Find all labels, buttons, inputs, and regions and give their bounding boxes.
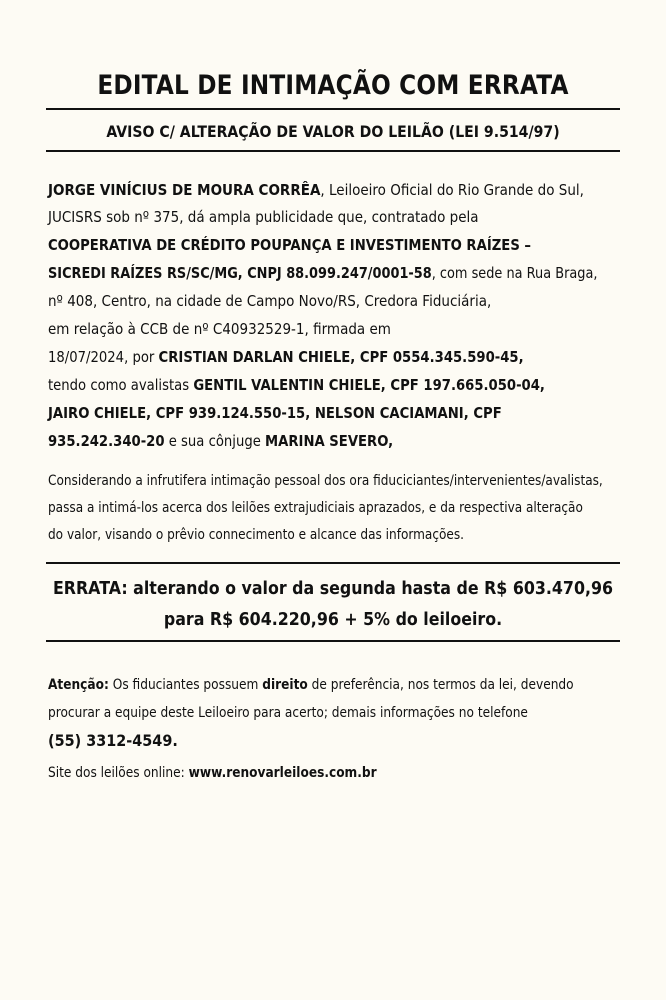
atencao-label: Atenção:: [48, 677, 109, 693]
body-line-3: [48, 235, 531, 255]
spouse-name: MARINA SEVERO,: [265, 432, 394, 450]
body-line-9: [48, 403, 502, 423]
considerando-line-1: Considerando a infrutifera intimação pessoal dos ora fiduciciantes/intervenientes/avalistas,: [48, 473, 603, 489]
site-link[interactable]: www.renovarleiloes.com.br: [188, 765, 377, 781]
body-text: , Leiloeiro Oficial do Rio Grande do Sul,: [320, 181, 584, 199]
guarantor-cpf: 935.242.340-20: [48, 432, 165, 450]
page-subtitle: AVISO C/ ALTERAÇÃO DE VALOR DO LEILÃO (LEI 9.514/97): [106, 122, 560, 141]
creditor-name: COOPERATIVA DE CRÉDITO POUPANÇA E INVESTIMENTO RAÍZES –: [48, 236, 532, 254]
body-text: Os fiduciantes possuem: [108, 677, 263, 693]
phone-number: (55) 3312-4549.: [48, 731, 178, 750]
page-title: EDITAL DE INTIMAÇÃO COM ERRATA: [97, 70, 569, 101]
creditor-cnpj: SICREDI RAÍZES RS/SC/MG, CNPJ 88.099.247/0001-58: [48, 264, 432, 282]
atencao-line-1: [48, 675, 574, 695]
errata-line-2: para R$ 604.220,96 + 5% do leiloeiro.: [163, 609, 503, 630]
debtor-name: CRISTIAN DARLAN CHIELE, CPF 0554.345.590-45,: [158, 348, 524, 366]
errata-text: alterando o valor da segunda hasta de R$ 603.470,96: [127, 578, 614, 599]
body-line-4: [48, 263, 597, 283]
atencao-line-2: procurar a equipe deste Leiloeiro para acerto; demais informações no telefone: [48, 705, 528, 721]
body-text: de preferência, nos termos da lei, devendo: [307, 677, 574, 693]
body-line-6: em relação à CCB de nº C40932529-1, firmada em: [48, 320, 391, 338]
body-line-1: [48, 180, 584, 200]
guarantors: JAIRO CHIELE, CPF 939.124.550-15, NELSON CACIAMANI, CPF: [48, 404, 502, 422]
body-line-8: [48, 375, 545, 395]
body-line-7: [48, 347, 524, 367]
body-line-2: JUCISRS sob nº 375, dá ampla publicidade que, contratado pela: [48, 208, 479, 226]
considerando-line-3: do valor, visando o prêvio connecimento e alcance das informações.: [48, 527, 465, 543]
guarantor-name: GENTIL VALENTIN CHIELE, CPF 197.665.050-04,: [193, 376, 545, 394]
divider: [46, 150, 620, 152]
body-text: 18/07/2024, por: [48, 348, 159, 366]
body-line-5: nº 408, Centro, na cidade de Campo Novo/RS, Credora Fiduciária,: [48, 292, 492, 310]
body-text: e sua cônjuge: [164, 432, 266, 450]
auctioneer-name: JORGE VINÍCIUS DE MOURA CORRÊA: [48, 181, 321, 199]
errata-label: ERRATA:: [52, 578, 128, 599]
considerando-line-2: passa a intimá-los acerca dos leilões extrajudiciais aprazados, e da respectiva alteração: [48, 500, 583, 516]
divider: [46, 108, 620, 110]
site-line: [48, 763, 377, 783]
errata-line-1: [40, 578, 626, 599]
body-text: tendo como avalistas: [48, 376, 194, 394]
divider: [46, 562, 620, 564]
body-text: , com sede na Rua Braga,: [431, 264, 598, 282]
site-label: Site dos leilões online:: [48, 765, 189, 781]
atencao-phone-line: [48, 731, 178, 751]
direito-text: direito: [262, 677, 308, 693]
body-line-10: [48, 431, 393, 451]
divider: [46, 640, 620, 642]
